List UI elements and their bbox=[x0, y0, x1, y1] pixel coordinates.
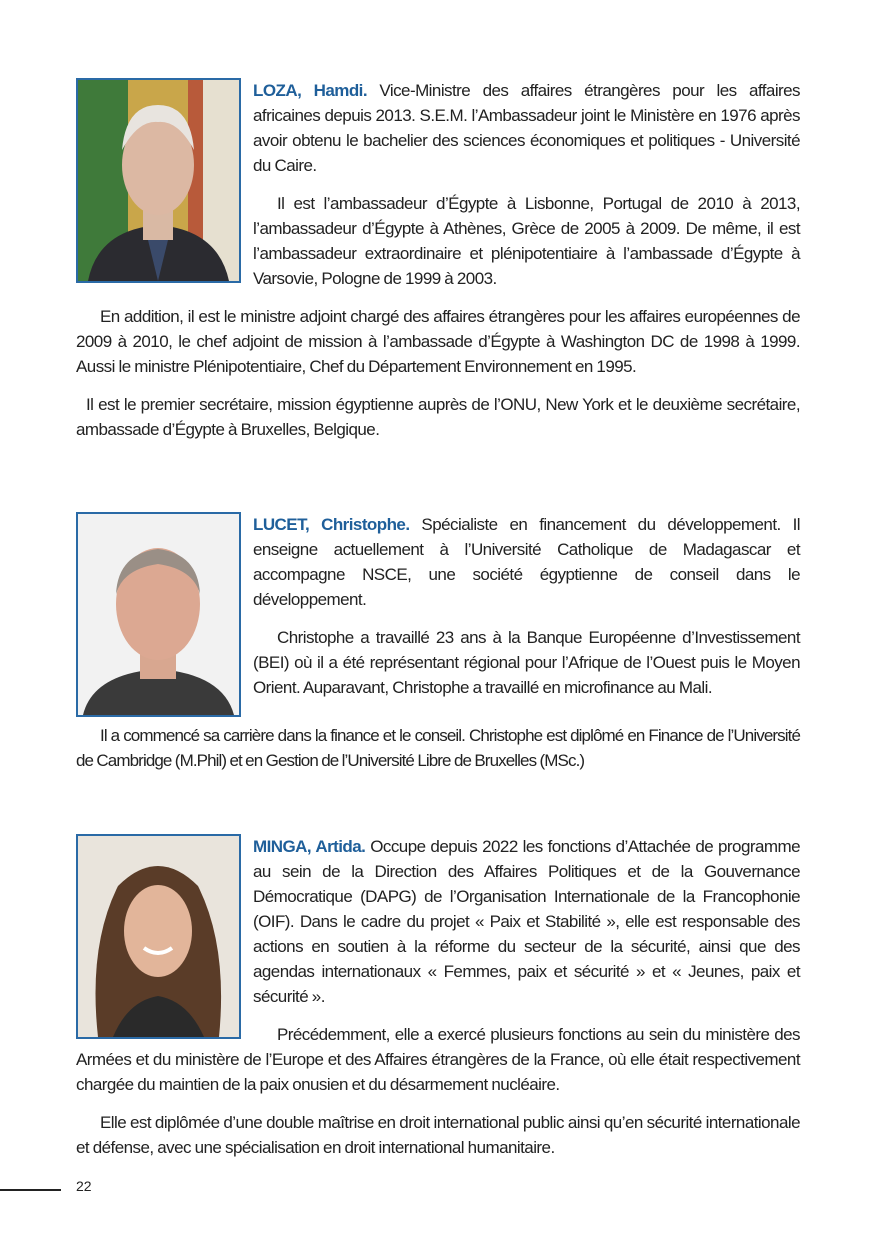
page-number: 22 bbox=[76, 1178, 92, 1194]
bio-paragraph: En addition, il est le ministre adjoint chargé des affaires étrangères pour les affaires européennes de 2009 à 2010, le chef adjoint de mission à l’ambassade d’Égypte à Washington DC de 1998 à 1999. Aussi le ministre Plénipotentiaire, Chef du Département Environnement en 1995. bbox=[76, 307, 800, 376]
person-name: MINGA, Artida. bbox=[253, 837, 366, 856]
bio-paragraph: Elle est diplômée d’une double maîtrise en droit international public ainsi qu’en sécurité internationale et défense, avec une spécialisation en droit international humanitaire. bbox=[76, 1113, 800, 1157]
bio-paragraph: Il a commencé sa carrière dans la finance et le conseil. Christophe est diplômé en Finance de l’Université de Cambridge (M.Phil) et en Gestion de l’Université Libre de Bruxelles (MSc.) bbox=[76, 726, 800, 770]
bio-paragraph: Christophe a travaillé 23 ans à la Banque Européenne d’Investissement (BEI) où il a été représentant régional pour l’Afrique de l’Ouest puis le Moyen Orient. Auparavant, Christophe a travaillé en microfinance au Mali. bbox=[253, 628, 800, 697]
bio-minga bbox=[76, 834, 800, 1173]
bio-paragraph: LOZA, Hamdi. Vice-Ministre des affaires étrangères pour les affaires africaines depuis 2013. S.E.M. l’Ambassadeur joint le Ministère en 1976 après avoir obtenu le bachelier des sciences économiques et politiques - Université du Caire. bbox=[253, 81, 801, 175]
bio-paragraph: LUCET, Christophe. Spécialiste en financement du développement. Il enseigne actuellement à l’Université Catholique de Madagascar et accompagne NSCE, une société égyptienne de conseil dans le développement. bbox=[253, 515, 800, 609]
footer-rule bbox=[0, 1189, 61, 1191]
person-name: LOZA, Hamdi. bbox=[253, 81, 368, 100]
bio-lucet bbox=[76, 512, 800, 786]
portrait-photo-lucet bbox=[76, 512, 241, 717]
bio-paragraph: Précédemment, elle a exercé plusieurs fonctions au sein du ministère des Armées et du ministère de l’Europe et des Affaires étrangères de la France, où elle était respectivement chargée du maintien de la paix onusien et du désarmement nucléaire. bbox=[76, 1025, 800, 1094]
bio-paragraph: MINGA, Artida. Occupe depuis 2022 les fonctions d’Attachée de programme au sein de la Direction des Affaires Politiques et de la Gouvernance Démocratique (DAPG) de l’Organisation Internationale de la Francophonie (OIF). Dans le cadre du projet « Paix et Stabilité », elle est responsable des actions en soutien à la réforme du secteur de la sécurité, ainsi que des agendas internationaux « Femmes, paix et sécurité » et « Jeunes, paix et sécurité ». bbox=[253, 837, 800, 1006]
portrait-photo-minga bbox=[76, 834, 241, 1039]
bio-paragraph: Il est l’ambassadeur d’Égypte à Lisbonne, Portugal de 2010 à 2013, l’ambassadeur d’Égypte à Athènes, Grèce de 2005 à 2009. De même, il est l’ambassadeur extraordinaire et plénipotentiaire à l’ambassade d’Égypte à Varsovie, Pologne de 1999 à 2003. bbox=[253, 194, 800, 288]
bio-paragraph: Il est le premier secrétaire, mission égyptienne auprès de l’ONU, New York et le deuxième secrétaire, ambassade d’Égypte à Bruxelles, Belgique. bbox=[76, 395, 800, 439]
portrait-photo-loza bbox=[76, 78, 241, 283]
person-name: LUCET, Christophe. bbox=[253, 515, 410, 534]
bio-loza bbox=[76, 78, 800, 455]
